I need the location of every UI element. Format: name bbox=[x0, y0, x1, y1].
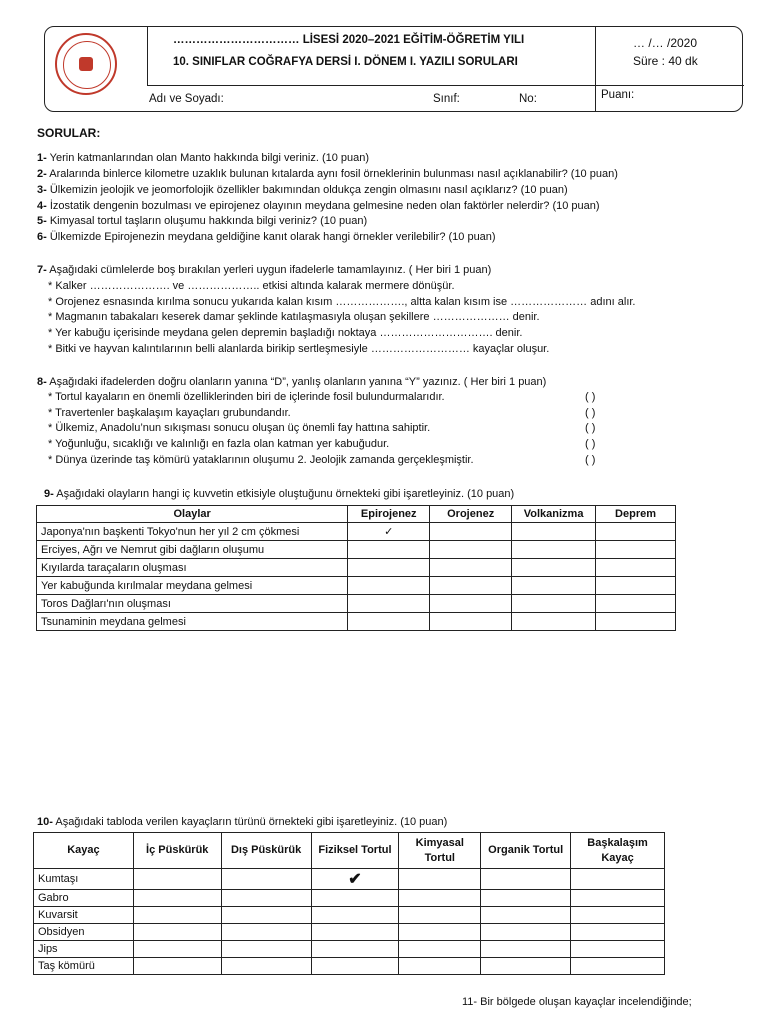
question-text: Ülkemizde Epirojenezin meydana geldiğine kanıt olarak hangi örnekler verilebilir? (10 puan) bbox=[46, 231, 496, 243]
fill-blank-item: * Bitki ve hayvan kalıntılarının belli alanlarda birikip sertleşmesiyle ……………………… kayaçlar oluşur. bbox=[48, 343, 550, 355]
check-cell[interactable] bbox=[430, 613, 512, 631]
table-row bbox=[34, 958, 665, 975]
check-cell[interactable] bbox=[348, 577, 430, 595]
table-header-row bbox=[37, 506, 676, 523]
question-number: 5- bbox=[37, 215, 47, 227]
check-cell[interactable] bbox=[512, 595, 596, 613]
check-cell[interactable] bbox=[311, 890, 399, 907]
answer-blank: ( ) bbox=[585, 422, 596, 434]
rocks-table bbox=[33, 832, 665, 975]
column-header: Volkanizma bbox=[512, 506, 596, 523]
check-cell[interactable] bbox=[348, 613, 430, 631]
answer-blank: ( ) bbox=[585, 438, 596, 450]
check-cell[interactable] bbox=[430, 595, 512, 613]
column-header: Olaylar bbox=[37, 506, 348, 523]
question-10 bbox=[37, 816, 447, 828]
check-cell[interactable] bbox=[311, 907, 399, 924]
question-number: 10- bbox=[37, 816, 53, 828]
divider bbox=[595, 27, 596, 111]
column-header: Dış Püskürük bbox=[221, 833, 311, 869]
check-cell[interactable] bbox=[512, 523, 596, 541]
table-row bbox=[34, 941, 665, 958]
answer-blank: ( ) bbox=[585, 407, 596, 419]
event-cell: Erciyes, Ağrı ve Nemrut gibi dağların oluşumu bbox=[37, 541, 348, 559]
check-cell[interactable] bbox=[221, 958, 311, 975]
column-header: Başkalaşım Kayaç bbox=[571, 833, 665, 869]
check-cell[interactable] bbox=[133, 958, 221, 975]
check-cell[interactable]: ✔ bbox=[311, 869, 399, 890]
question-6 bbox=[37, 231, 496, 243]
true-false-item: * Dünya üzerinde taş kömürü yataklarının oluşumu 2. Jeolojik zamanda gerçekleşmiştir. bbox=[48, 454, 474, 466]
question-text: Aşağıdaki tabloda verilen kayaçların türünü örnekteki gibi işaretleyiniz. (10 puan) bbox=[52, 816, 448, 828]
question-number: 1- bbox=[37, 152, 47, 164]
check-cell[interactable] bbox=[571, 907, 665, 924]
check-cell[interactable] bbox=[311, 958, 399, 975]
check-cell[interactable] bbox=[571, 924, 665, 941]
rock-cell: Taş kömürü bbox=[34, 958, 134, 975]
check-cell[interactable] bbox=[596, 559, 676, 577]
table-row bbox=[37, 595, 676, 613]
event-cell: Tsunaminin meydana gelmesi bbox=[37, 613, 348, 631]
true-false-item: * Tortul kayaların en önemli özelliklerinden biri de içlerinde fosil bulundurmalarıdır. bbox=[48, 391, 445, 403]
check-cell[interactable] bbox=[481, 890, 571, 907]
number-label: No: bbox=[519, 93, 537, 105]
column-header: Fiziksel Tortul bbox=[311, 833, 399, 869]
check-cell[interactable] bbox=[221, 869, 311, 890]
check-cell[interactable] bbox=[133, 890, 221, 907]
table-row bbox=[37, 559, 676, 577]
check-cell[interactable] bbox=[430, 577, 512, 595]
check-cell[interactable] bbox=[430, 541, 512, 559]
question-number: 2- bbox=[37, 168, 47, 180]
check-cell[interactable] bbox=[133, 941, 221, 958]
question-text: Aşağıdaki olayların hangi iç kuvvetin etkisiyle oluştuğunu örnekteki gibi işaretleyiniz. (10 puan) bbox=[53, 488, 515, 500]
question-9 bbox=[44, 488, 514, 500]
check-cell[interactable] bbox=[221, 941, 311, 958]
question-number: 6- bbox=[37, 231, 47, 243]
score-label: Puanı: bbox=[601, 89, 635, 101]
question-text: Yerin katmanlarından olan Manto hakkında bilgi veriniz. (10 puan) bbox=[46, 152, 370, 164]
check-cell[interactable] bbox=[512, 577, 596, 595]
event-cell: Yer kabuğunda kırılmalar meydana gelmesi bbox=[37, 577, 348, 595]
question-text: Aşağıdaki ifadelerden doğru olanların yanına “D”, yanlış olanların yanına “Y” yazınız. ( Her biri 1 puan) bbox=[46, 376, 547, 388]
table-row bbox=[37, 577, 676, 595]
fill-blank-item: * Yer kabuğu içerisinde meydana gelen depremin başladığı noktaya …………………………. denir. bbox=[48, 327, 523, 339]
check-cell[interactable] bbox=[481, 869, 571, 890]
check-cell[interactable] bbox=[596, 595, 676, 613]
table-header-row bbox=[34, 833, 665, 869]
check-cell[interactable] bbox=[348, 595, 430, 613]
table-row bbox=[37, 613, 676, 631]
question-text: Kimyasal tortul taşların oluşumu hakkında bilgi veriniz? (10 puan) bbox=[46, 215, 368, 227]
check-cell[interactable] bbox=[512, 541, 596, 559]
true-false-item: * Travertenler başkalaşım kayaçları grubundandır. bbox=[48, 407, 291, 419]
question-7 bbox=[37, 264, 491, 276]
event-cell: Toros Dağları'nın oluşması bbox=[37, 595, 348, 613]
check-cell[interactable] bbox=[430, 523, 512, 541]
rock-cell: Gabro bbox=[34, 890, 134, 907]
check-cell[interactable] bbox=[571, 958, 665, 975]
question-text: Aralarında binlerce kilometre uzaklık bulunan kıtalarda aynı fosil örneklerinin bulunması nasıl açıklanabilir? (10 puan) bbox=[46, 168, 618, 180]
check-cell[interactable]: ✓ bbox=[348, 523, 430, 541]
divider bbox=[147, 85, 744, 86]
rock-cell: Obsidyen bbox=[34, 924, 134, 941]
section-title: SORULAR: bbox=[37, 126, 101, 140]
table-row bbox=[34, 890, 665, 907]
fill-blank-item: * Orojenez esnasında kırılma sonucu yukarıda kalan kısım ………………., altta kalan kısım ise ………………… adını alır. bbox=[48, 296, 636, 308]
name-label: Adı ve Soyadı: bbox=[149, 93, 224, 105]
question-text: İzostatik dengenin bozulması ve epirojenez olayının meydana gelmesine neden olan faktörler nelerdir? (10 puan) bbox=[46, 200, 600, 212]
question-11-start: 11- Bir bölgede oluşan kayaçlar incelendiğinde; bbox=[462, 996, 692, 1008]
check-cell[interactable] bbox=[596, 613, 676, 631]
column-header: İç Püskürük bbox=[133, 833, 221, 869]
check-cell[interactable] bbox=[571, 869, 665, 890]
table-row bbox=[34, 907, 665, 924]
check-cell[interactable] bbox=[571, 941, 665, 958]
check-cell[interactable] bbox=[596, 541, 676, 559]
exam-date: … /… /2020 bbox=[633, 36, 698, 50]
check-cell[interactable] bbox=[512, 559, 596, 577]
check-cell[interactable] bbox=[221, 924, 311, 941]
check-cell[interactable] bbox=[399, 890, 481, 907]
column-header: Deprem bbox=[596, 506, 676, 523]
check-cell[interactable] bbox=[596, 523, 676, 541]
check-cell[interactable] bbox=[399, 958, 481, 975]
question-2 bbox=[37, 168, 618, 180]
rock-cell: Jips bbox=[34, 941, 134, 958]
column-header: Kayaç bbox=[34, 833, 134, 869]
question-number: 4- bbox=[37, 200, 47, 212]
table-row bbox=[37, 541, 676, 559]
check-cell[interactable] bbox=[311, 924, 399, 941]
question-number: 8- bbox=[37, 376, 47, 388]
check-cell[interactable] bbox=[311, 941, 399, 958]
event-cell: Japonya'nın başkenti Tokyo'nun her yıl 2 cm çökmesi bbox=[37, 523, 348, 541]
question-number: 7- bbox=[37, 264, 47, 276]
check-cell[interactable] bbox=[571, 890, 665, 907]
true-false-item: * Ülkemiz, Anadolu’nun sıkışması sonucu oluşan üç önemli fay hattına sahiptir. bbox=[48, 422, 431, 434]
check-cell[interactable] bbox=[399, 941, 481, 958]
question-number: 3- bbox=[37, 184, 47, 196]
exam-title: 10. SINIFLAR COĞRAFYA DERSİ I. DÖNEM I. YAZILI SORULARI bbox=[173, 56, 518, 68]
column-header: Epirojenez bbox=[348, 506, 430, 523]
school-title: …………………………… LİSESİ 2020–2021 EĞİTİM-ÖĞRETİM YILI bbox=[173, 34, 525, 46]
check-cell[interactable] bbox=[481, 907, 571, 924]
rock-cell: Kuvarsit bbox=[34, 907, 134, 924]
check-cell[interactable] bbox=[596, 577, 676, 595]
table-row bbox=[34, 869, 665, 890]
ministry-seal-icon bbox=[55, 33, 117, 95]
fill-blank-item: * Kalker …………………. ve ……………….. etkisi altında kalarak mermere dönüşür. bbox=[48, 280, 455, 292]
check-cell[interactable] bbox=[481, 924, 571, 941]
event-cell: Kıyılarda taraçaların oluşması bbox=[37, 559, 348, 577]
check-cell[interactable] bbox=[430, 559, 512, 577]
class-label: Sınıf: bbox=[433, 93, 460, 105]
question-4 bbox=[37, 200, 600, 212]
question-number: 9- bbox=[44, 488, 54, 500]
check-cell[interactable] bbox=[399, 869, 481, 890]
check-cell[interactable] bbox=[133, 869, 221, 890]
check-cell[interactable] bbox=[348, 541, 430, 559]
question-3 bbox=[37, 184, 568, 196]
rock-cell: Kumtaşı bbox=[34, 869, 134, 890]
column-header: Kimyasal Tortul bbox=[399, 833, 481, 869]
check-cell[interactable] bbox=[133, 907, 221, 924]
answer-blank: ( ) bbox=[585, 391, 596, 403]
check-cell[interactable] bbox=[348, 559, 430, 577]
check-cell[interactable] bbox=[481, 958, 571, 975]
table-row bbox=[37, 523, 676, 541]
table-row bbox=[34, 924, 665, 941]
question-1 bbox=[37, 152, 369, 164]
fill-blank-item: * Magmanın tabakaları keserek damar şeklinde katılaşmasıyla oluşan şekillere ………………… denir. bbox=[48, 311, 540, 323]
question-text: Ülkemizin jeolojik ve jeomorfolojik özellikler bakımından oldukça zengin olmasını nasıl açıklarız? (10 puan) bbox=[46, 184, 568, 196]
check-cell[interactable] bbox=[481, 941, 571, 958]
true-false-item: * Yoğunluğu, sıcaklığı ve kalınlığı en fazla olan katman yer kabuğudur. bbox=[48, 438, 390, 450]
check-cell[interactable] bbox=[133, 924, 221, 941]
forces-table bbox=[36, 505, 676, 631]
exam-duration: Süre : 40 dk bbox=[633, 54, 698, 68]
column-header: Organik Tortul bbox=[481, 833, 571, 869]
check-cell[interactable] bbox=[221, 907, 311, 924]
answer-blank: ( ) bbox=[585, 454, 596, 466]
exam-header bbox=[44, 26, 743, 112]
question-text: Aşağıdaki cümlelerde boş bırakılan yerleri uygun ifadelerle tamamlayınız. ( Her biri 1 puan) bbox=[46, 264, 492, 276]
check-cell[interactable] bbox=[512, 613, 596, 631]
check-cell[interactable] bbox=[399, 924, 481, 941]
check-cell[interactable] bbox=[399, 907, 481, 924]
question-5 bbox=[37, 215, 367, 227]
check-cell[interactable] bbox=[221, 890, 311, 907]
divider bbox=[147, 27, 148, 85]
question-8 bbox=[37, 376, 546, 388]
column-header: Orojenez bbox=[430, 506, 512, 523]
